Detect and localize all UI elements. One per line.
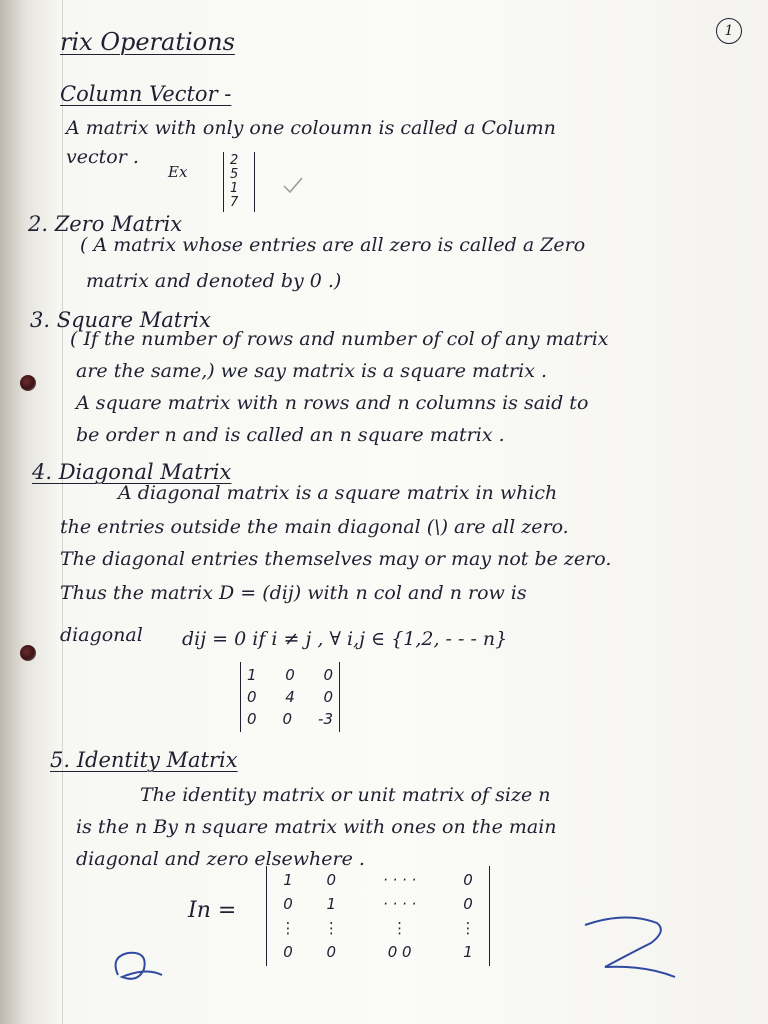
page-title: rix Operations [60,28,235,56]
body-line: the entries outside the main diagonal (\) are all zero. [60,516,569,538]
matrix-cell: 0 [283,943,293,961]
matrix-cell: 0 [282,710,293,728]
matrix-cell: 1 [326,895,337,913]
matrix-cell: 0 [326,871,337,889]
matrix-cell: ⋮ [323,919,339,937]
section-heading: Column Vector - [60,82,232,106]
body-line: A square matrix with n rows and n columns is said to [76,392,589,414]
matrix-cell: -3 [318,710,333,728]
body-line: vector . [66,146,139,168]
matrix-cell: 5 [230,167,239,182]
matrix-cell: 0 [247,710,257,728]
matrix-cell: 4 [285,688,295,706]
matrix-cell: ⋮ [392,919,408,937]
body-line: ( A matrix whose entries are all zero is called a Zero [80,234,586,256]
matrix-cell: 1 [283,871,293,889]
matrix-cell: 2 [230,153,239,168]
body-line: Thus the matrix D = (dij) with n col and n row is [60,582,527,604]
matrix-cell: 0 [285,666,295,684]
body-line: be order n and is called an n square matrix . [76,424,505,446]
body-line: is the n By n square matrix with ones on the main [76,816,557,838]
section-heading: 2. Zero Matrix [28,212,183,236]
matrix-cell: 0 [326,943,337,961]
body-line: diagonal and zero elsewhere . [76,848,365,870]
matrix-cell: ⋮ [280,919,296,937]
body-line: are the same,) we say matrix is a square matrix . [76,360,547,382]
body-line: A matrix with only one coloumn is called a Column [66,117,556,139]
body-line: diagonal [60,624,143,646]
section-heading: 4. Diagonal Matrix [32,460,232,484]
body-line: The diagonal entries themselves may or may not be zero. [60,548,612,570]
matrix-cell: 0 [247,688,257,706]
check-mark [284,178,302,192]
matrix-cell: 0 [283,895,293,913]
matrix-cell: 1 [247,666,257,684]
matrix-cell: 0 [323,688,333,706]
matrix-cell: · · · · [382,895,417,913]
section-heading: 3. Square Matrix [30,308,211,332]
matrix-cell: 0 [463,895,473,913]
example-label: Ex [168,163,188,181]
matrix-cell: 7 [230,195,239,210]
matrix-cell: · · · · [382,871,417,889]
body-line: matrix and denoted by 0 .) [86,270,342,292]
matrix-cell: 0 [323,666,333,684]
identity-lhs: In = [188,898,237,923]
matrix-cell: 1 [230,181,239,196]
diagonal-condition: dij = 0 if i ≠ j , ∀ i,j ∈ {1,2, - - - n} [182,628,508,650]
page-number: 1 [716,18,742,44]
body-line: ( If the number of rows and number of col of any matrix [70,328,609,350]
body-line: The identity matrix or unit matrix of size n [140,784,551,806]
body-line: A diagonal matrix is a square matrix in which [118,482,558,504]
matrix-cell: 0 0 [387,943,412,961]
blue-scribble [116,953,162,979]
matrix-cell: 1 [463,943,473,961]
matrix-cell: ⋮ [460,919,476,937]
matrix-cell: 0 [463,871,473,889]
section-heading: 5. Identity Matrix [50,748,238,772]
blue-scribble [585,917,675,977]
